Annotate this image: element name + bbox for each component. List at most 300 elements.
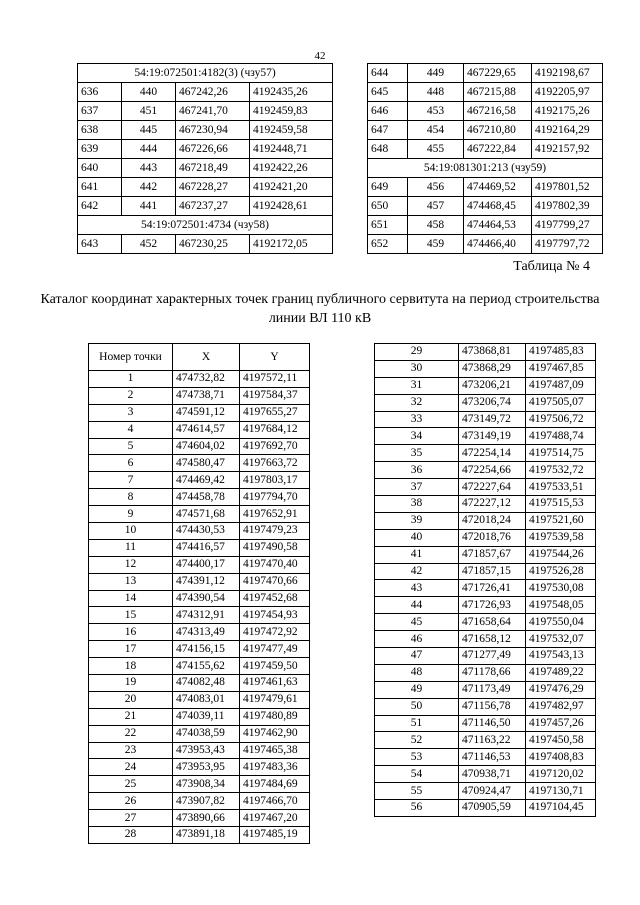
table-cell: 4197543,13 bbox=[526, 648, 596, 665]
table-row bbox=[375, 732, 596, 749]
catalog-title: Каталог координат характерных точек границ публичного сервитута на период строительства линии ВЛ 110 кВ bbox=[40, 292, 600, 326]
table-cell: 8 bbox=[89, 489, 173, 506]
table-cell: 443 bbox=[122, 159, 176, 178]
table-row bbox=[375, 428, 596, 445]
table-row bbox=[375, 512, 596, 529]
group-row bbox=[368, 159, 603, 178]
table-cell: 48 bbox=[375, 664, 459, 681]
table-row bbox=[368, 140, 603, 159]
table-row bbox=[375, 496, 596, 513]
table-cell: 29 bbox=[375, 344, 459, 361]
table-cell: 642 bbox=[78, 197, 122, 216]
table-row bbox=[89, 675, 310, 692]
table-cell: 5 bbox=[89, 438, 173, 455]
table-cell: 4197462,90 bbox=[240, 725, 310, 742]
table-cell: 4197487,09 bbox=[526, 377, 596, 394]
table-row bbox=[375, 563, 596, 580]
table-cell: 638 bbox=[78, 121, 122, 140]
table-cell: 473953,95 bbox=[173, 759, 240, 776]
table-row bbox=[89, 776, 310, 793]
table-cell: 51 bbox=[375, 715, 459, 732]
table-cell: 42 bbox=[375, 563, 459, 580]
table-cell: 652 bbox=[368, 235, 408, 254]
table-cell: 23 bbox=[89, 742, 173, 759]
table-cell: 467216,58 bbox=[464, 102, 532, 121]
header-point-number: Номер точки bbox=[89, 344, 173, 371]
table-cell: 4197461,63 bbox=[240, 675, 310, 692]
table-cell: 12 bbox=[89, 556, 173, 573]
table-cell: 4197470,40 bbox=[240, 556, 310, 573]
table-cell: 4197477,49 bbox=[240, 641, 310, 658]
table-cell: 473149,19 bbox=[459, 428, 526, 445]
table-cell: 36 bbox=[375, 462, 459, 479]
table-cell: 4197450,58 bbox=[526, 732, 596, 749]
table-cell: 21 bbox=[89, 708, 173, 725]
table-row bbox=[375, 597, 596, 614]
table-cell: 472227,64 bbox=[459, 479, 526, 496]
table-row bbox=[368, 83, 603, 102]
table-cell: 474155,62 bbox=[173, 658, 240, 675]
table-cell: 471658,64 bbox=[459, 614, 526, 631]
table-row bbox=[89, 506, 310, 523]
table-cell: 471146,50 bbox=[459, 715, 526, 732]
table-row bbox=[78, 102, 333, 121]
table-cell: 458 bbox=[408, 216, 464, 235]
table-row bbox=[89, 725, 310, 742]
table-row bbox=[89, 539, 310, 556]
table-cell: 472018,76 bbox=[459, 529, 526, 546]
table-cell: 455 bbox=[408, 140, 464, 159]
table-cell: 474591,12 bbox=[173, 404, 240, 421]
table-row bbox=[375, 783, 596, 800]
table-cell: 473868,29 bbox=[459, 360, 526, 377]
table-cell: 45 bbox=[375, 614, 459, 631]
table-cell: 474082,48 bbox=[173, 675, 240, 692]
table-cell: 52 bbox=[375, 732, 459, 749]
table-cell: 647 bbox=[368, 121, 408, 140]
table-cell: 4197485,83 bbox=[526, 344, 596, 361]
table-cell: 4192421,20 bbox=[250, 178, 333, 197]
table-cell: 470924,47 bbox=[459, 783, 526, 800]
table-cell: 37 bbox=[375, 479, 459, 496]
catalog-table-left bbox=[88, 343, 310, 844]
table-cell: 474391,12 bbox=[173, 573, 240, 590]
table-cell: 4197550,04 bbox=[526, 614, 596, 631]
table-cell: 474039,11 bbox=[173, 708, 240, 725]
table-cell: 651 bbox=[368, 216, 408, 235]
table-cell: 4197799,27 bbox=[532, 216, 603, 235]
table-cell: 467242,26 bbox=[176, 83, 250, 102]
table-cell: 4197488,74 bbox=[526, 428, 596, 445]
table-cell: 470938,71 bbox=[459, 766, 526, 783]
table-row bbox=[89, 793, 310, 810]
table-cell: 474416,57 bbox=[173, 539, 240, 556]
table-cell: 467226,66 bbox=[176, 140, 250, 159]
table-cell: 4197802,39 bbox=[532, 197, 603, 216]
table-cell: 471163,22 bbox=[459, 732, 526, 749]
table-cell: 4197479,61 bbox=[240, 691, 310, 708]
table-cell: 4197459,50 bbox=[240, 658, 310, 675]
table-row bbox=[89, 759, 310, 776]
table-cell: 46 bbox=[375, 631, 459, 648]
table-cell: 4192459,83 bbox=[250, 102, 333, 121]
table-cell: 467241,70 bbox=[176, 102, 250, 121]
table-row bbox=[375, 529, 596, 546]
table-cell: 4192172,05 bbox=[250, 235, 333, 254]
table-cell: 474038,59 bbox=[173, 725, 240, 742]
table-cell: 4197532,72 bbox=[526, 462, 596, 479]
table-cell: 648 bbox=[368, 140, 408, 159]
table-cell: 4192205,97 bbox=[532, 83, 603, 102]
table-row bbox=[375, 664, 596, 681]
table-row bbox=[375, 546, 596, 563]
table-cell: 474466,40 bbox=[464, 235, 532, 254]
table-row bbox=[375, 462, 596, 479]
table-cell: 4197484,69 bbox=[240, 776, 310, 793]
table-row bbox=[89, 421, 310, 438]
table-cell: 474468,45 bbox=[464, 197, 532, 216]
table-cell: 55 bbox=[375, 783, 459, 800]
table-cell: 4197663,72 bbox=[240, 455, 310, 472]
table-cell: 4192448,71 bbox=[250, 140, 333, 159]
table-row bbox=[89, 624, 310, 641]
table-row bbox=[89, 523, 310, 540]
table-cell: 471857,67 bbox=[459, 546, 526, 563]
table-cell: 4197532,07 bbox=[526, 631, 596, 648]
table-row bbox=[78, 83, 333, 102]
table-cell: 4192459,58 bbox=[250, 121, 333, 140]
table-cell: 50 bbox=[375, 698, 459, 715]
table-cell: 30 bbox=[375, 360, 459, 377]
table-cell: 449 bbox=[408, 64, 464, 83]
table-cell: 24 bbox=[89, 759, 173, 776]
table-cell: 4197505,07 bbox=[526, 394, 596, 411]
table-cell: 474464,53 bbox=[464, 216, 532, 235]
table-row bbox=[89, 590, 310, 607]
table-row bbox=[89, 387, 310, 404]
table-cell: 474732,82 bbox=[173, 371, 240, 388]
table-cell: 14 bbox=[89, 590, 173, 607]
table-cell: 649 bbox=[368, 178, 408, 197]
table-row bbox=[375, 681, 596, 698]
table-row bbox=[375, 445, 596, 462]
table-cell: 457 bbox=[408, 197, 464, 216]
table-row bbox=[89, 573, 310, 590]
table-cell: 467215,88 bbox=[464, 83, 532, 102]
table-cell: 472254,66 bbox=[459, 462, 526, 479]
table-cell: 4197803,17 bbox=[240, 472, 310, 489]
table-cell: 54 bbox=[375, 766, 459, 783]
table-cell: 472227,12 bbox=[459, 496, 526, 513]
group-row bbox=[78, 64, 333, 83]
table-cell: 4197652,91 bbox=[240, 506, 310, 523]
table-cell: 440 bbox=[122, 83, 176, 102]
table-cell: 35 bbox=[375, 445, 459, 462]
table-row bbox=[89, 641, 310, 658]
table-cell: 4197544,26 bbox=[526, 546, 596, 563]
table-row bbox=[78, 178, 333, 197]
table-cell: 467210,80 bbox=[464, 121, 532, 140]
table-cell: 9 bbox=[89, 506, 173, 523]
table-cell: 28 bbox=[89, 827, 173, 844]
table-cell: 473953,43 bbox=[173, 742, 240, 759]
table-cell: 644 bbox=[368, 64, 408, 83]
table-cell: 473868,81 bbox=[459, 344, 526, 361]
table-cell: 474614,57 bbox=[173, 421, 240, 438]
table-cell: 4197476,29 bbox=[526, 681, 596, 698]
table-cell: 4197506,72 bbox=[526, 411, 596, 428]
table-cell: 4197120,02 bbox=[526, 766, 596, 783]
table-cell: 25 bbox=[89, 776, 173, 793]
table-row bbox=[375, 631, 596, 648]
table-row bbox=[375, 715, 596, 732]
table-cell: 32 bbox=[375, 394, 459, 411]
table-cell: 4192157,92 bbox=[532, 140, 603, 159]
table-cell: 473206,21 bbox=[459, 377, 526, 394]
table-cell: 4197797,72 bbox=[532, 235, 603, 254]
table-cell: 448 bbox=[408, 83, 464, 102]
group-label: 54:19:081301:213 (чзу59) bbox=[368, 159, 603, 178]
table-cell: 640 bbox=[78, 159, 122, 178]
table-cell: 4197692,70 bbox=[240, 438, 310, 455]
table-cell: 4197466,70 bbox=[240, 793, 310, 810]
header-y: Y bbox=[240, 344, 310, 371]
table-row bbox=[78, 159, 333, 178]
table-cell: 41 bbox=[375, 546, 459, 563]
table-cell: 473149,72 bbox=[459, 411, 526, 428]
table-cell: 4197470,66 bbox=[240, 573, 310, 590]
table-row bbox=[89, 472, 310, 489]
table-cell: 470905,59 bbox=[459, 800, 526, 817]
table-cell: 3 bbox=[89, 404, 173, 421]
table-cell: 44 bbox=[375, 597, 459, 614]
table-cell: 6 bbox=[89, 455, 173, 472]
table-cell: 473907,82 bbox=[173, 793, 240, 810]
table-cell: 1 bbox=[89, 371, 173, 388]
table-cell: 451 bbox=[122, 102, 176, 121]
table-cell: 22 bbox=[89, 725, 173, 742]
table-row bbox=[78, 140, 333, 159]
table-cell: 13 bbox=[89, 573, 173, 590]
table-cell: 11 bbox=[89, 539, 173, 556]
table-row bbox=[89, 404, 310, 421]
table-cell: 643 bbox=[78, 235, 122, 254]
table-cell: 31 bbox=[375, 377, 459, 394]
table-cell: 47 bbox=[375, 648, 459, 665]
table-cell: 474313,49 bbox=[173, 624, 240, 641]
table-cell: 2 bbox=[89, 387, 173, 404]
table-cell: 4197655,27 bbox=[240, 404, 310, 421]
table-cell: 4 bbox=[89, 421, 173, 438]
table-cell: 474400,17 bbox=[173, 556, 240, 573]
table-cell: 467230,94 bbox=[176, 121, 250, 140]
table-cell: 454 bbox=[408, 121, 464, 140]
table-cell: 4197130,71 bbox=[526, 783, 596, 800]
table-cell: 4192198,67 bbox=[532, 64, 603, 83]
table-cell: 474083,01 bbox=[173, 691, 240, 708]
table-row bbox=[368, 235, 603, 254]
table-cell: 646 bbox=[368, 102, 408, 121]
table-cell: 472018,24 bbox=[459, 512, 526, 529]
table-cell: 441 bbox=[122, 197, 176, 216]
table-cell: 4197465,38 bbox=[240, 742, 310, 759]
table-cell: 473890,66 bbox=[173, 810, 240, 827]
table-cell: 4192164,29 bbox=[532, 121, 603, 140]
header-x: X bbox=[173, 344, 240, 371]
table-cell: 4197482,97 bbox=[526, 698, 596, 715]
table-cell: 471156,78 bbox=[459, 698, 526, 715]
table-row bbox=[368, 178, 603, 197]
table-cell: 4197548,05 bbox=[526, 597, 596, 614]
table-row bbox=[89, 708, 310, 725]
table-row bbox=[375, 800, 596, 817]
top-left-coordinates-table bbox=[77, 63, 333, 254]
table-row bbox=[375, 377, 596, 394]
table-row bbox=[78, 235, 333, 254]
table-row bbox=[375, 648, 596, 665]
table-cell: 34 bbox=[375, 428, 459, 445]
table-cell: 4197794,70 bbox=[240, 489, 310, 506]
table-cell: 473206,74 bbox=[459, 394, 526, 411]
table-cell: 474458,78 bbox=[173, 489, 240, 506]
table-cell: 4197526,28 bbox=[526, 563, 596, 580]
table-cell: 4192175,26 bbox=[532, 102, 603, 121]
table-row bbox=[89, 810, 310, 827]
table-row bbox=[375, 344, 596, 361]
table-cell: 4197467,20 bbox=[240, 810, 310, 827]
table-cell: 16 bbox=[89, 624, 173, 641]
table-row bbox=[78, 197, 333, 216]
table-cell: 453 bbox=[408, 102, 464, 121]
table-cell: 4197480,89 bbox=[240, 708, 310, 725]
table-cell: 4197472,92 bbox=[240, 624, 310, 641]
table-cell: 474430,53 bbox=[173, 523, 240, 540]
catalog-table-right bbox=[374, 343, 596, 817]
table-row bbox=[375, 360, 596, 377]
table-label: Таблица № 4 bbox=[513, 259, 590, 274]
table-cell: 467237,27 bbox=[176, 197, 250, 216]
table-cell: 19 bbox=[89, 675, 173, 692]
table-cell: 17 bbox=[89, 641, 173, 658]
table-cell: 639 bbox=[78, 140, 122, 159]
table-cell: 56 bbox=[375, 800, 459, 817]
table-cell: 15 bbox=[89, 607, 173, 624]
table-row bbox=[375, 411, 596, 428]
table-cell: 20 bbox=[89, 691, 173, 708]
table-cell: 444 bbox=[122, 140, 176, 159]
table-row bbox=[368, 216, 603, 235]
table-cell: 474469,52 bbox=[464, 178, 532, 197]
table-cell: 49 bbox=[375, 681, 459, 698]
table-cell: 26 bbox=[89, 793, 173, 810]
table-cell: 467229,65 bbox=[464, 64, 532, 83]
table-cell: 27 bbox=[89, 810, 173, 827]
table-cell: 471178,66 bbox=[459, 664, 526, 681]
table-cell: 474390,54 bbox=[173, 590, 240, 607]
table-cell: 4197454,93 bbox=[240, 607, 310, 624]
table-row bbox=[89, 438, 310, 455]
table-cell: 4192428,61 bbox=[250, 197, 333, 216]
page-number: 42 bbox=[314, 50, 326, 62]
table-row bbox=[89, 607, 310, 624]
table-cell: 4197104,45 bbox=[526, 800, 596, 817]
table-row bbox=[89, 489, 310, 506]
table-cell: 18 bbox=[89, 658, 173, 675]
table-cell: 645 bbox=[368, 83, 408, 102]
table-row bbox=[368, 121, 603, 140]
table-cell: 636 bbox=[78, 83, 122, 102]
table-row bbox=[89, 455, 310, 472]
table-cell: 471726,41 bbox=[459, 580, 526, 597]
table-row bbox=[375, 479, 596, 496]
top-right-coordinates-table bbox=[367, 63, 603, 254]
table-row bbox=[89, 658, 310, 675]
table-cell: 4192435,26 bbox=[250, 83, 333, 102]
table-cell: 474738,71 bbox=[173, 387, 240, 404]
table-row bbox=[375, 766, 596, 783]
table-cell: 4197467,85 bbox=[526, 360, 596, 377]
table-cell: 4197584,37 bbox=[240, 387, 310, 404]
table-cell: 467228,27 bbox=[176, 178, 250, 197]
table-cell: 7 bbox=[89, 472, 173, 489]
group-label: 54:19:072501:4734 (чзу58) bbox=[78, 216, 333, 235]
table-cell: 474580,47 bbox=[173, 455, 240, 472]
table-row bbox=[368, 102, 603, 121]
table-row bbox=[89, 827, 310, 844]
table-cell: 474469,42 bbox=[173, 472, 240, 489]
table-cell: 4192422,26 bbox=[250, 159, 333, 178]
table-row bbox=[375, 698, 596, 715]
table-cell: 4197530,08 bbox=[526, 580, 596, 597]
table-cell: 650 bbox=[368, 197, 408, 216]
table-cell: 459 bbox=[408, 235, 464, 254]
table-cell: 33 bbox=[375, 411, 459, 428]
table-cell: 39 bbox=[375, 512, 459, 529]
table-cell: 4197490,58 bbox=[240, 539, 310, 556]
table-cell: 4197452,68 bbox=[240, 590, 310, 607]
table-row bbox=[78, 121, 333, 140]
table-cell: 4197457,26 bbox=[526, 715, 596, 732]
table-cell: 4197479,23 bbox=[240, 523, 310, 540]
table-row bbox=[89, 742, 310, 759]
table-cell: 4197515,53 bbox=[526, 496, 596, 513]
table-cell: 442 bbox=[122, 178, 176, 197]
table-cell: 471726,93 bbox=[459, 597, 526, 614]
table-cell: 471658,12 bbox=[459, 631, 526, 648]
table-cell: 471146,53 bbox=[459, 749, 526, 766]
table-row bbox=[375, 580, 596, 597]
table-cell: 473891,18 bbox=[173, 827, 240, 844]
table-cell: 472254,14 bbox=[459, 445, 526, 462]
table-cell: 43 bbox=[375, 580, 459, 597]
table-cell: 452 bbox=[122, 235, 176, 254]
table-cell: 474604,02 bbox=[173, 438, 240, 455]
table-cell: 4197483,36 bbox=[240, 759, 310, 776]
table-cell: 467218,49 bbox=[176, 159, 250, 178]
table-row bbox=[375, 394, 596, 411]
table-cell: 474156,15 bbox=[173, 641, 240, 658]
table-cell: 4197572,11 bbox=[240, 371, 310, 388]
table-cell: 4197489,22 bbox=[526, 664, 596, 681]
table-cell: 641 bbox=[78, 178, 122, 197]
table-cell: 637 bbox=[78, 102, 122, 121]
table-row bbox=[89, 691, 310, 708]
table-cell: 4197539,58 bbox=[526, 529, 596, 546]
table-cell: 467230,25 bbox=[176, 235, 250, 254]
table-row bbox=[89, 556, 310, 573]
table-row bbox=[89, 371, 310, 388]
table-cell: 473908,34 bbox=[173, 776, 240, 793]
